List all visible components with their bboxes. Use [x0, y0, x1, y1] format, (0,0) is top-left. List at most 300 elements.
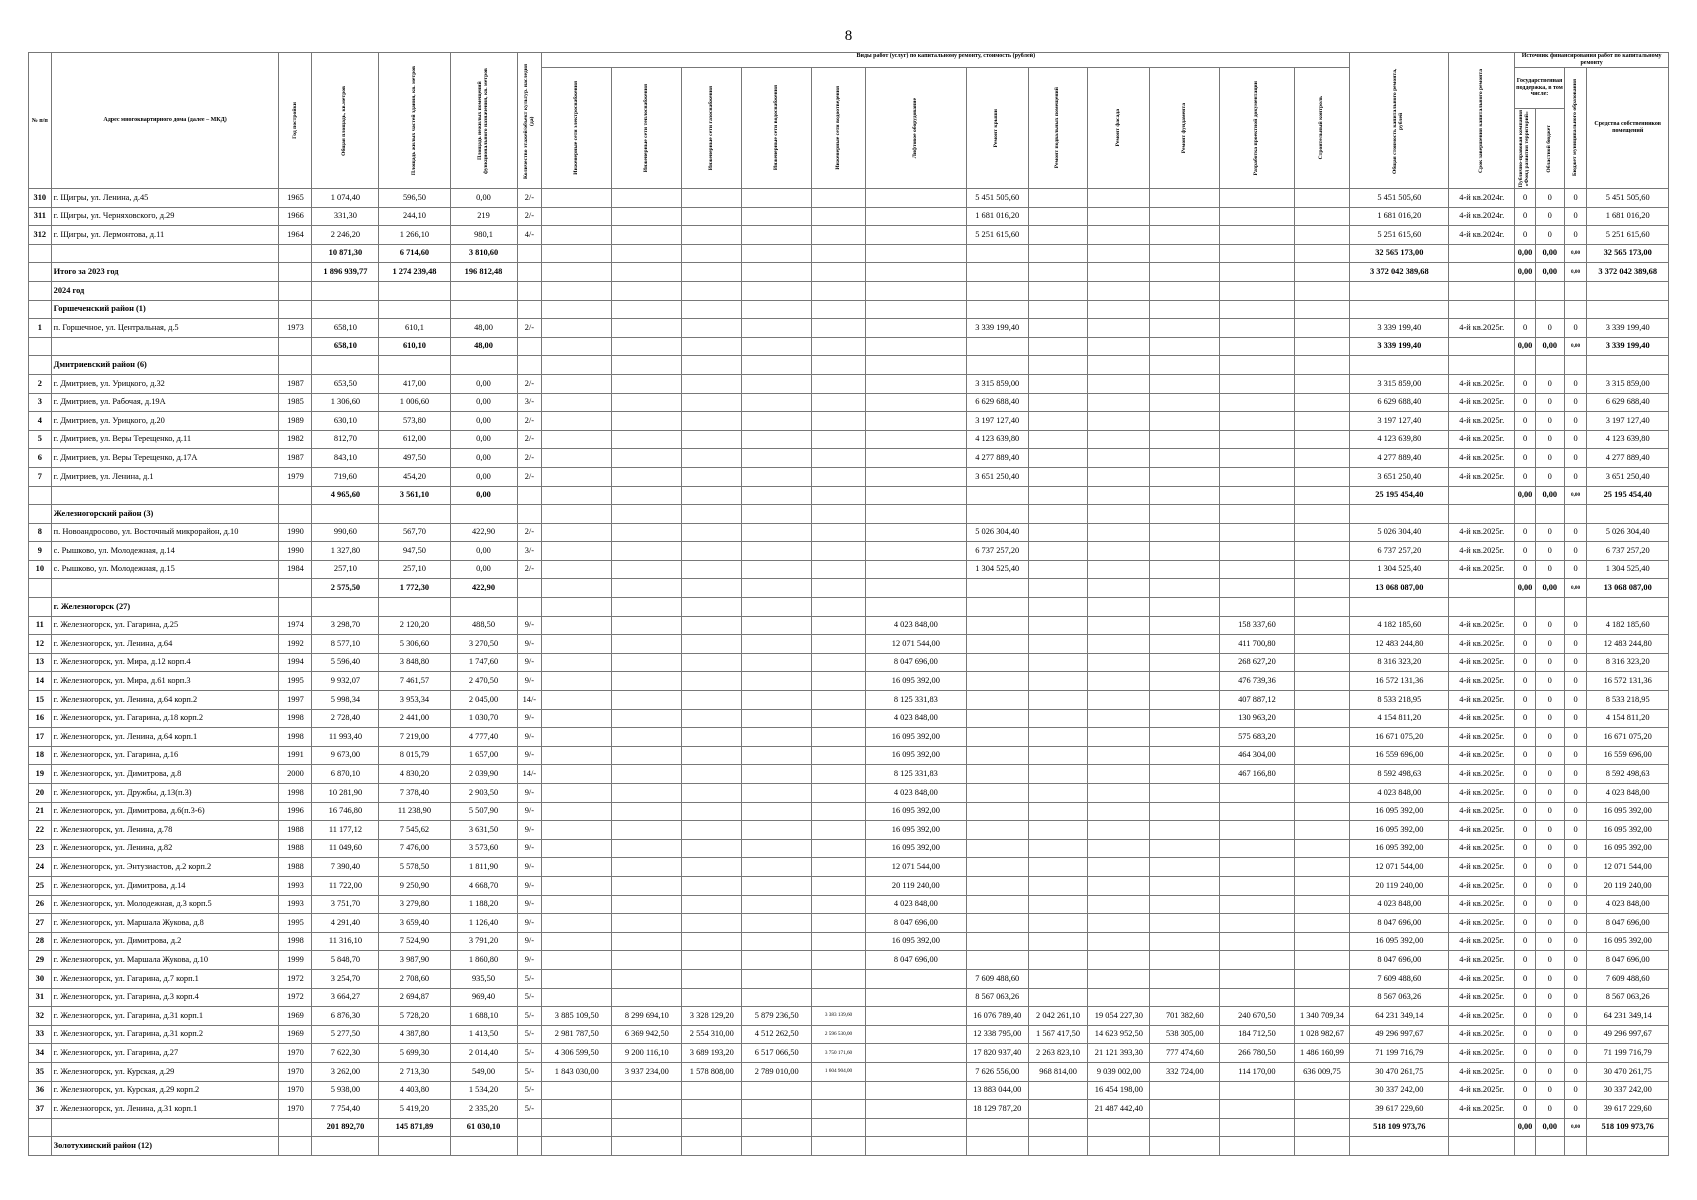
subtotal-f1: 0,00: [1515, 263, 1536, 282]
empty-cell: [1028, 969, 1088, 988]
row-nonliving-area: 3 270,50: [450, 635, 517, 654]
row-total-cost: 6 737 257,20: [1350, 542, 1449, 561]
empty-cell: [742, 337, 812, 356]
row-nonliving-area: 2 903,50: [450, 784, 517, 803]
row-f3: 0: [1564, 523, 1587, 542]
empty-cell: [279, 356, 312, 375]
empty-cell: [1088, 393, 1150, 412]
row-number: 310: [29, 189, 52, 208]
subtotal-cost: 25 195 454,40: [1350, 486, 1449, 505]
empty-cell: [1028, 319, 1088, 338]
row-number: 7: [29, 467, 52, 486]
table-row: [29, 430, 1669, 449]
empty-cell: [1088, 616, 1150, 635]
row-number: 30: [29, 969, 52, 988]
table-row: [29, 1044, 1669, 1063]
empty-cell: [450, 300, 517, 319]
empty-cell: [1220, 821, 1294, 840]
row-total-area: 3 254,70: [312, 969, 379, 988]
empty-cell: [1150, 579, 1220, 598]
row-f4: 30 337 242,00: [1587, 1081, 1669, 1100]
row-deadline: 4-й кв.2025г.: [1449, 560, 1515, 579]
table-row: [29, 412, 1669, 431]
row-number: 32: [29, 1007, 52, 1026]
empty-cell: [865, 319, 966, 338]
empty-cell: [612, 988, 682, 1007]
empty-cell: [812, 542, 866, 561]
empty-cell: [865, 189, 966, 208]
empty-cell: [542, 802, 612, 821]
row-f3: 0: [1564, 653, 1587, 672]
row-floors: 2/-: [517, 207, 542, 226]
row-floors: 9/-: [517, 932, 542, 951]
empty-cell: [1150, 728, 1220, 747]
empty-cell: [1028, 802, 1088, 821]
empty-cell: [542, 542, 612, 561]
empty-cell: [1587, 1137, 1669, 1156]
row-f2: 0: [1535, 189, 1564, 208]
empty-cell: [865, 560, 966, 579]
subtotal-f2: 0,00: [1535, 263, 1564, 282]
table-row: [29, 1007, 1669, 1026]
empty-cell: [1150, 374, 1220, 393]
empty-cell: [1088, 839, 1150, 858]
row-total-area: 990,60: [312, 523, 379, 542]
empty-cell: [29, 244, 52, 263]
table-row: [29, 784, 1669, 803]
empty-cell: [682, 969, 742, 988]
empty-cell: [742, 709, 812, 728]
empty-cell: [1515, 356, 1536, 375]
empty-cell: [966, 337, 1028, 356]
empty-cell: [1028, 672, 1088, 691]
work-cost-4: 2 789 010,00: [742, 1062, 812, 1081]
empty-cell: [812, 393, 866, 412]
table-row: [29, 709, 1669, 728]
row-number: 22: [29, 821, 52, 840]
row-f3: 0: [1564, 449, 1587, 468]
row-f3: 0: [1564, 616, 1587, 635]
work-cost-6: 8 047 696,00: [865, 914, 966, 933]
row-nonliving-area: 48,00: [450, 319, 517, 338]
empty-cell: [812, 189, 866, 208]
row-total-area: 6 870,10: [312, 765, 379, 784]
empty-cell: [517, 300, 542, 319]
empty-cell: [1294, 765, 1350, 784]
row-nonliving-area: 0,00: [450, 393, 517, 412]
empty-cell: [1028, 337, 1088, 356]
table-row: [29, 876, 1669, 895]
row-nonliving-area: 0,00: [450, 449, 517, 468]
empty-cell: [682, 1100, 742, 1119]
row-year: 1970: [279, 1100, 312, 1119]
row-nonliving-area: 1 126,40: [450, 914, 517, 933]
empty-cell: [612, 244, 682, 263]
empty-cell: [1150, 1081, 1220, 1100]
empty-cell: [1088, 281, 1150, 300]
empty-cell: [1294, 969, 1350, 988]
row-total-cost: 8 567 063,26: [1350, 988, 1449, 1007]
empty-cell: [612, 951, 682, 970]
row-address: г. Дмитриев, ул. Урицкого, д.20: [51, 412, 279, 431]
col-w1: Инженерные сети электроснабжения: [542, 68, 612, 189]
empty-cell: [742, 281, 812, 300]
row-f2: 0: [1535, 374, 1564, 393]
subtotal-total-area: 10 871,30: [312, 244, 379, 263]
row-f1: 0: [1515, 709, 1536, 728]
row-f4: 5 026 304,40: [1587, 523, 1669, 542]
row-total-area: 11 316,10: [312, 932, 379, 951]
empty-cell: [1088, 189, 1150, 208]
empty-cell: [1294, 542, 1350, 561]
empty-cell: [742, 765, 812, 784]
empty-cell: [812, 858, 866, 877]
empty-cell: [865, 486, 966, 505]
row-living-area: 7 524,90: [379, 932, 450, 951]
empty-cell: [682, 189, 742, 208]
row-address: г. Железногорск, ул. Гагарина, д.3 корп.4: [51, 988, 279, 1007]
row-nonliving-area: 488,50: [450, 616, 517, 635]
work-cost-7: 4 277 889,40: [966, 449, 1028, 468]
work-cost-7: 6 737 257,20: [966, 542, 1028, 561]
empty-cell: [1294, 523, 1350, 542]
table-row: [29, 226, 1669, 245]
empty-cell: [542, 746, 612, 765]
empty-cell: [542, 337, 612, 356]
empty-cell: [1088, 579, 1150, 598]
empty-cell: [1150, 412, 1220, 431]
empty-cell: [1028, 988, 1088, 1007]
empty-cell: [966, 728, 1028, 747]
row-f4: 16 572 131,36: [1587, 672, 1669, 691]
empty-cell: [742, 914, 812, 933]
empty-cell: [1220, 542, 1294, 561]
row-year: 1972: [279, 969, 312, 988]
table-row: [29, 1081, 1669, 1100]
row-f4: 6 737 257,20: [1587, 542, 1669, 561]
col-w8: Ремонт подвальных помещений: [1028, 68, 1088, 189]
empty-cell: [742, 523, 812, 542]
empty-cell: [865, 393, 966, 412]
empty-cell: [1350, 356, 1449, 375]
work-cost-12: 1 028 982,67: [1294, 1025, 1350, 1044]
empty-cell: [812, 709, 866, 728]
row-f1: 0: [1515, 319, 1536, 338]
row-f1: 0: [1515, 839, 1536, 858]
empty-cell: [517, 356, 542, 375]
empty-cell: [612, 691, 682, 710]
empty-cell: [1564, 300, 1587, 319]
empty-cell: [812, 616, 866, 635]
empty-cell: [1028, 412, 1088, 431]
work-cost-1: 4 306 599,50: [542, 1044, 612, 1063]
row-f4: 8 592 498,63: [1587, 765, 1669, 784]
row-total-area: 2 728,40: [312, 709, 379, 728]
empty-cell: [1088, 728, 1150, 747]
row-floors: 2/-: [517, 189, 542, 208]
empty-cell: [612, 486, 682, 505]
row-f3: 0: [1564, 430, 1587, 449]
row-living-area: 2 694,87: [379, 988, 450, 1007]
subtotal-nonliving-area: 48,00: [450, 337, 517, 356]
empty-cell: [682, 691, 742, 710]
empty-cell: [1294, 784, 1350, 803]
work-cost-8: 1 567 417,50: [1028, 1025, 1088, 1044]
work-cost-7: 8 567 063,26: [966, 988, 1028, 1007]
subtotal-f2: 0,00: [1535, 579, 1564, 598]
row-year: 1970: [279, 1081, 312, 1100]
empty-cell: [379, 1137, 450, 1156]
row-f1: 0: [1515, 765, 1536, 784]
empty-cell: [1449, 356, 1515, 375]
row-nonliving-area: 0,00: [450, 374, 517, 393]
empty-cell: [542, 709, 612, 728]
row-deadline: 4-й кв.2025г.: [1449, 1100, 1515, 1119]
empty-cell: [1150, 616, 1220, 635]
row-floors: 14/-: [517, 765, 542, 784]
subtotal-f2: 0,00: [1535, 486, 1564, 505]
row-f3: 0: [1564, 876, 1587, 895]
empty-cell: [1294, 728, 1350, 747]
row-total-area: 812,70: [312, 430, 379, 449]
empty-cell: [682, 1118, 742, 1137]
empty-cell: [742, 300, 812, 319]
work-cost-6: 16 095 392,00: [865, 728, 966, 747]
subtotal-f4: 32 565 173,00: [1587, 244, 1669, 263]
row-number: 18: [29, 746, 52, 765]
row-living-area: 567,70: [379, 523, 450, 542]
row-address: г. Щигры, ул. Ленина, д.45: [51, 189, 279, 208]
empty-cell: [865, 430, 966, 449]
row-f3: 0: [1564, 988, 1587, 1007]
row-year: 1995: [279, 672, 312, 691]
work-cost-6: 8 125 331,83: [865, 691, 966, 710]
empty-cell: [682, 560, 742, 579]
row-deadline: 4-й кв.2025г.: [1449, 1025, 1515, 1044]
empty-cell: [1220, 560, 1294, 579]
row-living-area: 257,10: [379, 560, 450, 579]
row-number: 6: [29, 449, 52, 468]
row-total-cost: 3 651 250,40: [1350, 467, 1449, 486]
row-nonliving-area: 1 657,00: [450, 746, 517, 765]
empty-cell: [542, 821, 612, 840]
empty-cell: [742, 1137, 812, 1156]
col-nonliving-area: Площадь нежилых помещений функционального назначения, кв. метров: [450, 53, 517, 189]
table-row: [29, 1062, 1669, 1081]
row-total-cost: 4 123 639,80: [1350, 430, 1449, 449]
row-address: г. Железногорск, ул. Ленина, д.82: [51, 839, 279, 858]
empty-cell: [682, 430, 742, 449]
empty-cell: [542, 1137, 612, 1156]
row-nonliving-area: 1 413,50: [450, 1025, 517, 1044]
work-cost-8: 968 814,00: [1028, 1062, 1088, 1081]
row-year: 1979: [279, 467, 312, 486]
work-cost-9: 21 121 393,30: [1088, 1044, 1150, 1063]
row-total-area: 5 596,40: [312, 653, 379, 672]
row-total-area: 9 932,07: [312, 672, 379, 691]
empty-cell: [542, 226, 612, 245]
empty-cell: [1088, 988, 1150, 1007]
empty-cell: [1088, 319, 1150, 338]
empty-cell: [612, 765, 682, 784]
empty-cell: [1150, 430, 1220, 449]
empty-cell: [542, 728, 612, 747]
row-deadline: 4-й кв.2024г.: [1449, 226, 1515, 245]
row-number: 311: [29, 207, 52, 226]
row-total-cost: 4 182 185,60: [1350, 616, 1449, 635]
row-nonliving-area: 0,00: [450, 542, 517, 561]
empty-cell: [812, 449, 866, 468]
row-f4: 7 609 488,60: [1587, 969, 1669, 988]
empty-cell: [1150, 189, 1220, 208]
row-total-area: 11 993,40: [312, 728, 379, 747]
work-cost-5: 2 596 530,00: [812, 1025, 866, 1044]
row-address: г. Железногорск, ул. Курская, д.29: [51, 1062, 279, 1081]
empty-cell: [1294, 1137, 1350, 1156]
work-cost-4: 4 512 262,50: [742, 1025, 812, 1044]
row-address: г. Щигры, ул. Черняховского, д.29: [51, 207, 279, 226]
empty-cell: [542, 319, 612, 338]
row-f3: 0: [1564, 319, 1587, 338]
work-cost-1: 3 885 109,50: [542, 1007, 612, 1026]
row-year: 1982: [279, 430, 312, 449]
row-f1: 0: [1515, 393, 1536, 412]
empty-cell: [682, 784, 742, 803]
empty-cell: [542, 356, 612, 375]
empty-cell: [1294, 951, 1350, 970]
row-year: 1987: [279, 374, 312, 393]
work-cost-7: 3 315 859,00: [966, 374, 1028, 393]
empty-cell: [29, 1118, 52, 1137]
empty-cell: [1150, 746, 1220, 765]
empty-cell: [29, 356, 52, 375]
row-total-area: 1 327,80: [312, 542, 379, 561]
empty-cell: [1294, 393, 1350, 412]
row-year: 1988: [279, 858, 312, 877]
empty-cell: [1294, 263, 1350, 282]
row-year: 1999: [279, 951, 312, 970]
empty-cell: [1028, 505, 1088, 524]
work-cost-6: 16 095 392,00: [865, 672, 966, 691]
row-deadline: 4-й кв.2025г.: [1449, 728, 1515, 747]
empty-cell: [966, 616, 1028, 635]
empty-cell: [612, 393, 682, 412]
work-cost-11: 266 780,50: [1220, 1044, 1294, 1063]
empty-cell: [812, 598, 866, 617]
work-cost-3: 3 689 193,20: [682, 1044, 742, 1063]
empty-cell: [1028, 523, 1088, 542]
col-deadline: Срок завершения капитального ремонта: [1449, 53, 1515, 189]
row-floors: 2/-: [517, 467, 542, 486]
row-living-area: 497,50: [379, 449, 450, 468]
row-f1: 0: [1515, 1062, 1536, 1081]
row-total-cost: 4 277 889,40: [1350, 449, 1449, 468]
empty-cell: [812, 356, 866, 375]
subtotal-f4: 13 068 087,00: [1587, 579, 1669, 598]
empty-cell: [1150, 784, 1220, 803]
row-year: 1996: [279, 802, 312, 821]
empty-cell: [742, 319, 812, 338]
empty-cell: [742, 969, 812, 988]
empty-cell: [1150, 300, 1220, 319]
empty-cell: [1220, 207, 1294, 226]
empty-cell: [1088, 356, 1150, 375]
row-living-area: 596,50: [379, 189, 450, 208]
work-cost-7: 16 076 789,40: [966, 1007, 1028, 1026]
empty-cell: [865, 1118, 966, 1137]
section-header-row: [29, 281, 1669, 300]
empty-cell: [450, 281, 517, 300]
empty-cell: [29, 337, 52, 356]
row-floors: 5/-: [517, 969, 542, 988]
row-address: г. Железногорск, ул. Димитрова, д.2: [51, 932, 279, 951]
row-year: 1973: [279, 319, 312, 338]
empty-cell: [1294, 635, 1350, 654]
work-cost-6: 4 023 848,00: [865, 895, 966, 914]
section-title: Железногорский район (3): [51, 505, 279, 524]
empty-cell: [865, 1137, 966, 1156]
empty-cell: [1088, 895, 1150, 914]
empty-cell: [1028, 189, 1088, 208]
empty-cell: [542, 300, 612, 319]
empty-cell: [29, 300, 52, 319]
empty-cell: [1449, 1137, 1515, 1156]
row-f2: 0: [1535, 542, 1564, 561]
row-total-area: 10 281,90: [312, 784, 379, 803]
work-cost-11: 240 670,50: [1220, 1007, 1294, 1026]
row-f3: 0: [1564, 784, 1587, 803]
work-cost-11: 407 887,12: [1220, 691, 1294, 710]
subtotal-f2: 0,00: [1535, 244, 1564, 263]
subtotal-living-area: 145 871,89: [379, 1118, 450, 1137]
row-f1: 0: [1515, 207, 1536, 226]
row-living-area: 11 238,90: [379, 802, 450, 821]
row-nonliving-area: 3 573,60: [450, 839, 517, 858]
empty-cell: [742, 653, 812, 672]
empty-cell: [682, 374, 742, 393]
empty-cell: [1535, 505, 1564, 524]
empty-cell: [1150, 244, 1220, 263]
empty-cell: [1088, 486, 1150, 505]
row-total-area: 331,30: [312, 207, 379, 226]
empty-cell: [1294, 300, 1350, 319]
row-total-cost: 16 095 392,00: [1350, 932, 1449, 951]
empty-cell: [517, 263, 542, 282]
row-f2: 0: [1535, 412, 1564, 431]
row-total-cost: 8 316 323,20: [1350, 653, 1449, 672]
empty-cell: [742, 1118, 812, 1137]
row-living-area: 5 419,20: [379, 1100, 450, 1119]
row-living-area: 610,1: [379, 319, 450, 338]
row-nonliving-area: 3 631,50: [450, 821, 517, 840]
empty-cell: [1294, 412, 1350, 431]
work-cost-2: 8 299 694,10: [612, 1007, 682, 1026]
row-total-cost: 16 095 392,00: [1350, 802, 1449, 821]
empty-cell: [682, 244, 742, 263]
table-row: [29, 895, 1669, 914]
col-w5: Инженерные сети водоотведения: [812, 68, 866, 189]
col-w11: Разработка проектной документации: [1220, 68, 1294, 189]
empty-cell: [742, 672, 812, 691]
empty-cell: [682, 337, 742, 356]
table-row: [29, 189, 1669, 208]
row-deadline: 4-й кв.2025г.: [1449, 635, 1515, 654]
empty-cell: [612, 374, 682, 393]
empty-cell: [1535, 1137, 1564, 1156]
work-cost-6: 12 071 544,00: [865, 858, 966, 877]
empty-cell: [1028, 467, 1088, 486]
row-number: 4: [29, 412, 52, 431]
